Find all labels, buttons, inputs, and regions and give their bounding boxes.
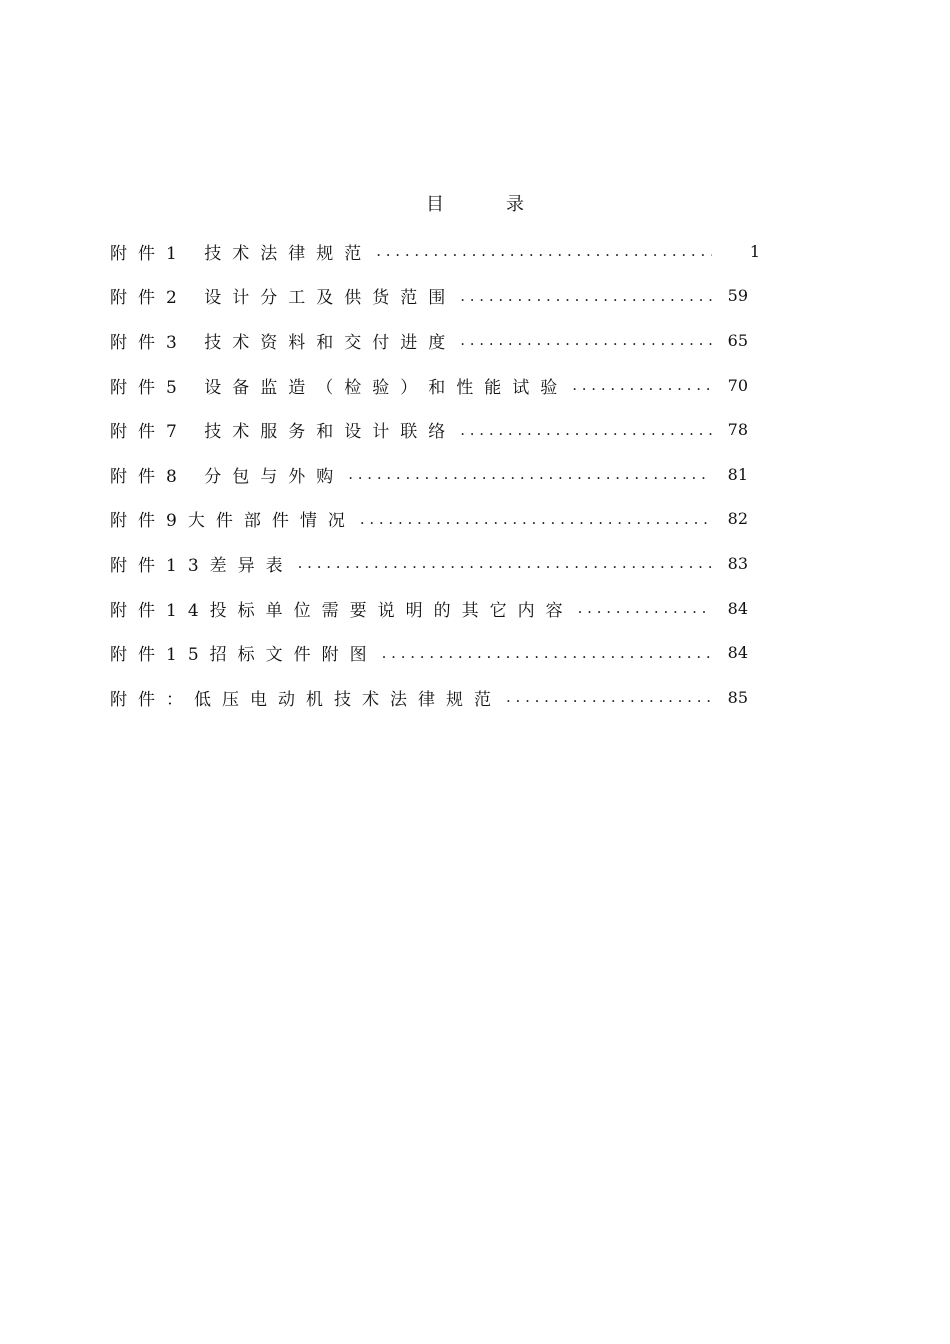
toc-title-char-2: 录 [506, 194, 524, 215]
toc-entry[interactable] [110, 675, 760, 720]
toc-entry-page: 84 [727, 643, 748, 663]
toc-entry-label: 附件5 设备监造（检验）和性能试验 [110, 377, 569, 398]
toc-entry-page: 65 [727, 330, 748, 350]
toc-entry-label: 附件1 技术法律规范 [110, 243, 373, 264]
toc-entry-label: 附件：低压电动机技术法律规范 [110, 689, 502, 710]
toc-entry[interactable] [110, 541, 760, 586]
toc-entry-page: 82 [727, 509, 748, 529]
toc-entry-label: 附件2 设计分工及供货范围 [110, 288, 457, 309]
toc-entry-label: 附件14投标单位需要说明的其它内容 [110, 600, 574, 621]
toc-title-char-1: 目 [426, 194, 444, 215]
toc-entry-label: 附件7 技术服务和设计联络 [110, 422, 457, 443]
toc-entry-page: 85 [727, 687, 748, 707]
toc-entry[interactable] [110, 229, 760, 274]
toc-dot-leader [382, 644, 712, 662]
toc-entry-page: 83 [727, 553, 748, 573]
toc-entry-label: 附件3 技术资料和交付进度 [110, 332, 457, 353]
toc-entry[interactable] [110, 274, 760, 319]
toc-entry-page: 1 [749, 241, 760, 261]
toc-entry-page: 81 [727, 464, 748, 484]
toc-entry-page: 70 [727, 375, 748, 395]
toc-entry[interactable] [110, 452, 760, 497]
toc-entry[interactable] [110, 363, 760, 408]
toc-entry[interactable] [110, 497, 760, 542]
toc-entry-page: 84 [727, 598, 748, 618]
toc-entry-label: 附件13差异表 [110, 555, 294, 576]
toc-dot-leader [460, 331, 712, 349]
toc-entry-page: 78 [727, 420, 748, 440]
toc-entry-label: 附件15招标文件附图 [110, 645, 378, 666]
toc-dot-leader [578, 599, 712, 617]
toc-title [0, 190, 950, 216]
toc-entry[interactable] [110, 407, 760, 452]
toc-dot-leader [506, 688, 712, 706]
toc-entry-label: 附件9大件部件情况 [110, 511, 356, 532]
toc-dot-leader [460, 421, 712, 439]
toc-dot-leader [376, 242, 712, 260]
toc-entry[interactable] [110, 318, 760, 363]
toc-list [110, 229, 760, 720]
toc-dot-leader [298, 554, 712, 572]
toc-dot-leader [360, 510, 712, 528]
toc-dot-leader [460, 287, 712, 305]
toc-entry[interactable] [110, 586, 760, 631]
toc-dot-leader [348, 465, 712, 483]
toc-entry[interactable] [110, 630, 760, 675]
toc-dot-leader [572, 376, 712, 394]
toc-entry-label: 附件8 分包与外购 [110, 466, 345, 487]
toc-entry-page: 59 [727, 286, 748, 306]
